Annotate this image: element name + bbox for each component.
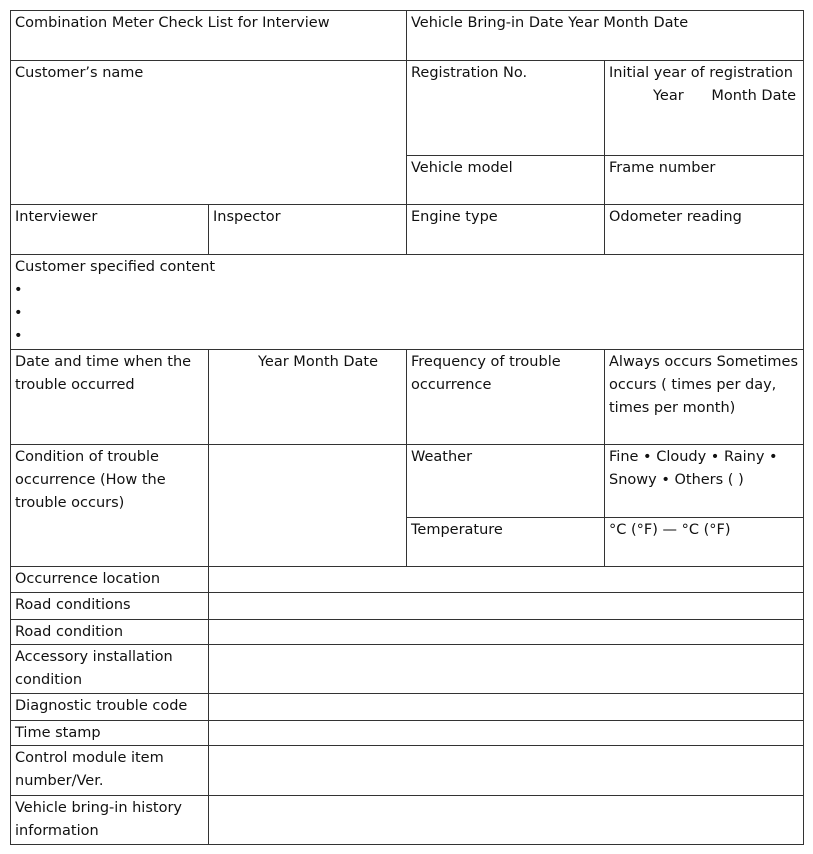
- frequency-label: Frequency of trouble occurrence: [407, 350, 605, 445]
- trouble-date-label: Date and time when the trouble occurred: [11, 350, 209, 445]
- odometer-field: Odometer reading: [605, 205, 804, 255]
- time-stamp-label: Time stamp: [11, 721, 209, 746]
- inspector-field: Inspector: [209, 205, 407, 255]
- control-module-label: Control module item number/Ver.: [11, 746, 209, 796]
- check-list-table: [10, 10, 804, 845]
- control-module-value: [209, 746, 804, 796]
- content-bullet: •: [14, 328, 23, 344]
- engine-type-field: Engine type: [407, 205, 605, 255]
- bring-in-history-label: Vehicle bring-in history information: [11, 796, 209, 845]
- road-condition-label: Road condition: [11, 620, 209, 645]
- weather-label: Weather: [407, 445, 605, 518]
- road-condition-value: [209, 620, 804, 645]
- vehicle-model-field: Vehicle model: [407, 156, 605, 205]
- diagnostic-trouble-code-value: [209, 694, 804, 721]
- accessory-installation-value: [209, 645, 804, 694]
- interviewer-field: Interviewer: [11, 205, 209, 255]
- check-list-title: Combination Meter Check List for Interview: [11, 11, 407, 61]
- customer-content-field: [11, 255, 804, 350]
- initial-year-field: [605, 61, 804, 156]
- time-stamp-value: [209, 721, 804, 746]
- initial-year-label: Initial year of registration: [609, 65, 793, 81]
- customer-name-field: Customer’s name: [11, 61, 407, 205]
- content-bullet: •: [14, 305, 23, 321]
- condition-label: Condition of trouble occurrence (How the trouble occurs): [11, 445, 209, 567]
- accessory-installation-label: Accessory installation condition: [11, 645, 209, 694]
- occurrence-location-label: Occurrence location: [11, 567, 209, 593]
- bring-in-history-value: [209, 796, 804, 845]
- content-bullet: •: [14, 282, 23, 298]
- occurrence-location-value: [209, 567, 804, 593]
- diagnostic-trouble-code-label: Diagnostic trouble code: [11, 694, 209, 721]
- weather-value: Fine • Cloudy • Rainy • Snowy • Others ( ): [605, 445, 804, 518]
- customer-content-label: Customer specified content: [15, 259, 216, 275]
- road-conditions-value: [209, 593, 804, 620]
- trouble-date-value: Year Month Date: [209, 350, 407, 445]
- frequency-value: Always occurs Sometimes occurs ( times per day, times per month): [605, 350, 804, 445]
- road-conditions-label: Road conditions: [11, 593, 209, 620]
- bring-in-date-field: Vehicle Bring-in Date Year Month Date: [407, 11, 804, 61]
- registration-no-field: Registration No.: [407, 61, 605, 156]
- frame-number-field: Frame number: [605, 156, 804, 205]
- condition-value: [209, 445, 407, 567]
- initial-year-date: Year Month Date: [653, 88, 797, 104]
- temperature-value: °C (°F) — °C (°F): [605, 518, 804, 567]
- temperature-label: Temperature: [407, 518, 605, 567]
